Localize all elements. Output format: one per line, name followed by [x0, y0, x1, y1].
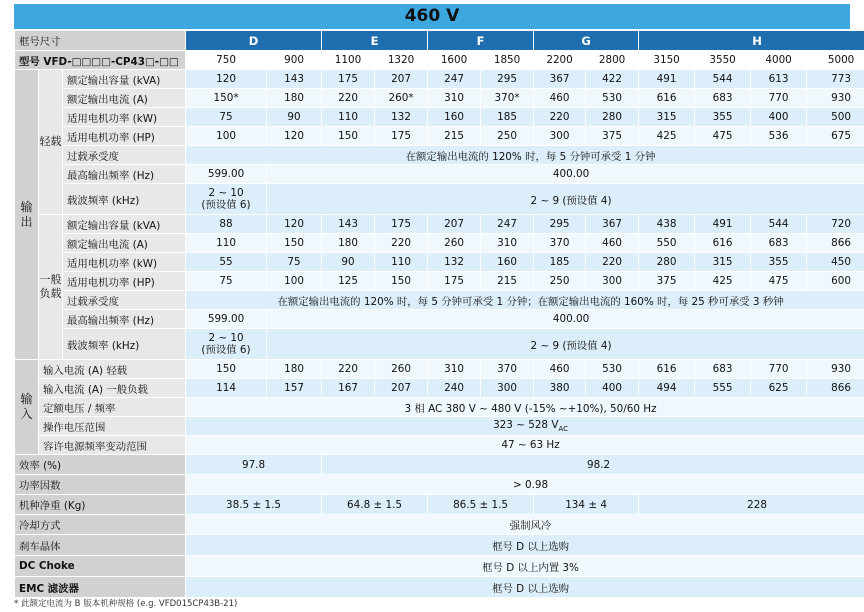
value-cell: 370*: [481, 89, 534, 108]
value-cell: 86.5 ± 1.5: [428, 495, 534, 515]
value-cell: 185: [534, 253, 586, 272]
value-cell: 2 ~ 9 (预设值 4): [267, 329, 864, 360]
value-cell: 683: [695, 360, 751, 379]
carrier-range: 2 ~ 10: [208, 187, 244, 199]
value-cell: 866: [807, 379, 864, 398]
value-cell: 770: [751, 360, 807, 379]
input-freq-range-row: [15, 436, 864, 455]
value-cell: 460: [534, 360, 586, 379]
input-section-label: 输入: [15, 360, 39, 455]
value-cell: 240: [428, 379, 481, 398]
value-cell: 220: [534, 108, 586, 127]
row-label: DC Choke: [15, 556, 186, 577]
row-label: 容许电源频率变动范围: [39, 436, 186, 455]
model-cell: 900: [267, 51, 322, 70]
value-cell: 247: [428, 70, 481, 89]
value-cell: 120: [267, 127, 322, 146]
value-cell: 157: [267, 379, 322, 398]
value-cell: 47 ~ 63 Hz: [186, 436, 864, 455]
value-cell: 215: [428, 127, 481, 146]
row-label: 效率 (%): [15, 455, 186, 475]
model-label: 型号 VFD-□□□□-CP43□-□□: [15, 51, 186, 70]
value-cell: 310: [428, 89, 481, 108]
voltage-title: 460 V: [14, 4, 850, 29]
value-cell: 90: [267, 108, 322, 127]
value-cell: 544: [695, 70, 751, 89]
input-op-voltage-row: [15, 417, 864, 436]
value-cell: 367: [586, 215, 639, 234]
value-cell: 280: [639, 253, 695, 272]
op-voltage-value: 323 ~ 528 V: [493, 418, 559, 431]
value-cell: 90: [322, 253, 375, 272]
value-cell: 55: [186, 253, 267, 272]
value-cell: 460: [586, 234, 639, 253]
emc-row: [15, 577, 864, 598]
value-cell: 175: [375, 127, 428, 146]
value-cell: 367: [534, 70, 586, 89]
value-cell: 460: [534, 89, 586, 108]
brake-row: [15, 535, 864, 556]
input-amp-light-row: [15, 360, 864, 379]
value-cell: 295: [481, 70, 534, 89]
value-cell: 280: [586, 108, 639, 127]
value-cell: 207: [428, 215, 481, 234]
frame-h: H: [639, 31, 864, 51]
value-cell: 110: [186, 234, 267, 253]
value-cell: 100: [186, 127, 267, 146]
row-label: 适用电机功率 (kW): [63, 108, 186, 127]
value-cell: 260: [375, 360, 428, 379]
value-cell: 930: [807, 89, 864, 108]
op-voltage-sub: AC: [558, 425, 569, 434]
value-cell: 530: [586, 89, 639, 108]
value-cell: 370: [534, 234, 586, 253]
value-cell: 在额定输出电流的 120% 时，每 5 分钟可承受 1 分钟: [186, 146, 864, 165]
value-cell: 215: [481, 272, 534, 291]
normal-amp-row: [15, 234, 864, 253]
light-kva-row: [15, 70, 864, 89]
row-label: 载波频率 (kHz): [63, 329, 186, 360]
value-cell: 75: [267, 253, 322, 272]
value-cell: 175: [428, 272, 481, 291]
value-cell: 75: [186, 272, 267, 291]
value-cell: 160: [428, 108, 481, 127]
model-cell: 3550: [695, 51, 751, 70]
row-label: 定额电压 / 频率: [39, 398, 186, 417]
value-cell: 38.5 ± 1.5: [186, 495, 322, 515]
model-cell: 1320: [375, 51, 428, 70]
efficiency-row: [15, 455, 864, 475]
row-label: 过载承受度: [63, 146, 186, 165]
row-label: 功率因数: [15, 475, 186, 495]
normal-load-label: 一般负载: [39, 215, 63, 360]
normal-maxfreq-row: [15, 310, 864, 329]
value-cell: 683: [695, 89, 751, 108]
model-cell: 5000: [807, 51, 864, 70]
value-cell: 530: [586, 360, 639, 379]
value-cell: 550: [639, 234, 695, 253]
row-label: 输入电流 (A) 一般负载: [39, 379, 186, 398]
value-cell: 125: [322, 272, 375, 291]
input-amp-normal-row: [15, 379, 864, 398]
value-cell: 220: [375, 234, 428, 253]
value-cell: 425: [695, 272, 751, 291]
value-cell: 475: [695, 127, 751, 146]
value-cell: 536: [751, 127, 807, 146]
value-cell: 160: [481, 253, 534, 272]
value-cell: 175: [375, 215, 428, 234]
value-cell: 544: [751, 215, 807, 234]
dc-choke-row: [15, 556, 864, 577]
row-label: 额定输出电流 (A): [63, 89, 186, 108]
light-load-label: 轻载: [39, 70, 63, 215]
value-cell: 720: [807, 215, 864, 234]
value-cell: 315: [695, 253, 751, 272]
row-label: 过载承受度: [63, 291, 186, 310]
value-cell: 599.00: [186, 165, 267, 184]
light-hp-row: [15, 127, 864, 146]
value-cell: 3 相 AC 380 V ~ 480 V (-15% ~+10%), 50/60 Hz: [186, 398, 864, 417]
light-amp-row: [15, 89, 864, 108]
value-cell: 132: [428, 253, 481, 272]
value-cell: 114: [186, 379, 267, 398]
value-cell: 770: [751, 89, 807, 108]
value-cell: 260*: [375, 89, 428, 108]
value-cell: 220: [322, 89, 375, 108]
value-cell: 310: [481, 234, 534, 253]
value-cell: 180: [267, 89, 322, 108]
model-cell: 1100: [322, 51, 375, 70]
carrier-default: (预设值 6): [201, 199, 251, 211]
row-label: 适用电机功率 (kW): [63, 253, 186, 272]
carrier-default: (预设值 6): [201, 344, 251, 356]
value-cell: > 0.98: [186, 475, 864, 495]
cooling-row: [15, 515, 864, 535]
power-factor-row: [15, 475, 864, 495]
value-cell: 强制风冷: [186, 515, 864, 535]
value-cell: 450: [807, 253, 864, 272]
value-cell: 930: [807, 360, 864, 379]
frame-e: E: [322, 31, 428, 51]
value-cell: 150: [267, 234, 322, 253]
value-cell: 400: [751, 108, 807, 127]
row-label: EMC 滤波器: [15, 577, 186, 598]
row-label: 载波频率 (kHz): [63, 184, 186, 215]
normal-carrier-row: [15, 329, 864, 360]
value-cell: 143: [322, 215, 375, 234]
spec-table: [14, 30, 864, 598]
value-cell: 625: [751, 379, 807, 398]
value-cell: 616: [639, 360, 695, 379]
value-cell: 613: [751, 70, 807, 89]
frame-d: D: [186, 31, 322, 51]
value-cell: 355: [695, 108, 751, 127]
value-cell: 616: [695, 234, 751, 253]
value-cell: 250: [534, 272, 586, 291]
value-cell: 491: [695, 215, 751, 234]
row-label: 操作电压范围: [39, 417, 186, 436]
value-cell: 180: [322, 234, 375, 253]
model-row: [15, 51, 864, 70]
value-cell: 220: [586, 253, 639, 272]
normal-kva-row: [15, 215, 864, 234]
value-cell: 315: [639, 108, 695, 127]
value-cell: 2 ~ 9 (预设值 4): [267, 184, 864, 215]
value-cell: 98.2: [322, 455, 864, 475]
value-cell: 491: [639, 70, 695, 89]
value-cell: 375: [639, 272, 695, 291]
value-cell: 220: [322, 360, 375, 379]
value-cell: 120: [267, 215, 322, 234]
value-cell: 310: [428, 360, 481, 379]
footnote: * 此额定电流为 B 版本机种规格 (e.g. VFD015CP43B-21): [14, 599, 238, 609]
value-cell: 150: [186, 360, 267, 379]
carrier-range: 2 ~ 10: [208, 332, 244, 344]
value-cell: 260: [428, 234, 481, 253]
value-cell: 494: [639, 379, 695, 398]
value-cell: 247: [481, 215, 534, 234]
value-cell: 110: [322, 108, 375, 127]
model-cell: 1600: [428, 51, 481, 70]
light-kw-row: [15, 108, 864, 127]
value-cell: 422: [586, 70, 639, 89]
model-cell: 750: [186, 51, 267, 70]
value-cell: 在额定输出电流的 120% 时，每 5 分钟可承受 1 分钟；在额定输出电流的 160% 时，每 25 秒可承受 3 秒钟: [186, 291, 864, 310]
value-cell: 175: [322, 70, 375, 89]
row-label: 额定输出容量 (kVA): [63, 70, 186, 89]
row-label: 机种净重 (Kg): [15, 495, 186, 515]
value-cell: [186, 329, 267, 360]
frame-row: [15, 31, 864, 51]
value-cell: 600: [807, 272, 864, 291]
value-cell: [186, 184, 267, 215]
row-label: 最高输出频率 (Hz): [63, 310, 186, 329]
row-label: 输入电流 (A) 轻载: [39, 360, 186, 379]
value-cell: 375: [586, 127, 639, 146]
model-cell: 4000: [751, 51, 807, 70]
value-cell: 866: [807, 234, 864, 253]
value-cell: 框号 D 以上选购: [186, 577, 864, 598]
value-cell: 773: [807, 70, 864, 89]
value-cell: 150: [322, 127, 375, 146]
normal-overload-row: [15, 291, 864, 310]
value-cell: 400.00: [267, 165, 864, 184]
model-cell: 1850: [481, 51, 534, 70]
weight-row: [15, 495, 864, 515]
value-cell: 616: [639, 89, 695, 108]
value-cell: 167: [322, 379, 375, 398]
value-cell: 295: [534, 215, 586, 234]
value-cell: 75: [186, 108, 267, 127]
row-label: 刹车晶体: [15, 535, 186, 556]
normal-kw-row: [15, 253, 864, 272]
value-cell: 599.00: [186, 310, 267, 329]
value-cell: 355: [751, 253, 807, 272]
input-voltage-row: [15, 398, 864, 417]
frame-g: G: [534, 31, 639, 51]
row-label: 额定输出容量 (kVA): [63, 215, 186, 234]
row-label: 适用电机功率 (HP): [63, 272, 186, 291]
value-cell: 400: [586, 379, 639, 398]
value-cell: 555: [695, 379, 751, 398]
value-cell: 143: [267, 70, 322, 89]
value-cell: 180: [267, 360, 322, 379]
row-label: 额定输出电流 (A): [63, 234, 186, 253]
value-cell: 438: [639, 215, 695, 234]
value-cell: 300: [481, 379, 534, 398]
value-cell: 675: [807, 127, 864, 146]
output-section-label: 输出: [15, 70, 39, 360]
value-cell: 683: [751, 234, 807, 253]
value-cell: 97.8: [186, 455, 322, 475]
value-cell: 370: [481, 360, 534, 379]
value-cell: 425: [639, 127, 695, 146]
value-cell: 207: [375, 379, 428, 398]
frame-f: F: [428, 31, 534, 51]
value-cell: 64.8 ± 1.5: [322, 495, 428, 515]
value-cell: 框号 D 以上内置 3%: [186, 556, 864, 577]
value-cell: [186, 417, 864, 436]
value-cell: 400.00: [267, 310, 864, 329]
light-maxfreq-row: [15, 165, 864, 184]
value-cell: 300: [586, 272, 639, 291]
value-cell: 150*: [186, 89, 267, 108]
row-label: 冷却方式: [15, 515, 186, 535]
value-cell: 250: [481, 127, 534, 146]
frame-label: 框号尺寸: [15, 31, 186, 51]
light-carrier-row: [15, 184, 864, 215]
value-cell: 500: [807, 108, 864, 127]
value-cell: 134 ± 4: [534, 495, 639, 515]
light-overload-row: [15, 146, 864, 165]
value-cell: 185: [481, 108, 534, 127]
row-label: 适用电机功率 (HP): [63, 127, 186, 146]
value-cell: 150: [375, 272, 428, 291]
value-cell: 框号 D 以上选购: [186, 535, 864, 556]
row-label: 最高输出频率 (Hz): [63, 165, 186, 184]
value-cell: 110: [375, 253, 428, 272]
value-cell: 100: [267, 272, 322, 291]
model-cell: 2800: [586, 51, 639, 70]
value-cell: 132: [375, 108, 428, 127]
model-cell: 2200: [534, 51, 586, 70]
value-cell: 88: [186, 215, 267, 234]
value-cell: 228: [639, 495, 864, 515]
value-cell: 207: [375, 70, 428, 89]
value-cell: 380: [534, 379, 586, 398]
normal-hp-row: [15, 272, 864, 291]
value-cell: 300: [534, 127, 586, 146]
value-cell: 475: [751, 272, 807, 291]
value-cell: 120: [186, 70, 267, 89]
model-cell: 3150: [639, 51, 695, 70]
